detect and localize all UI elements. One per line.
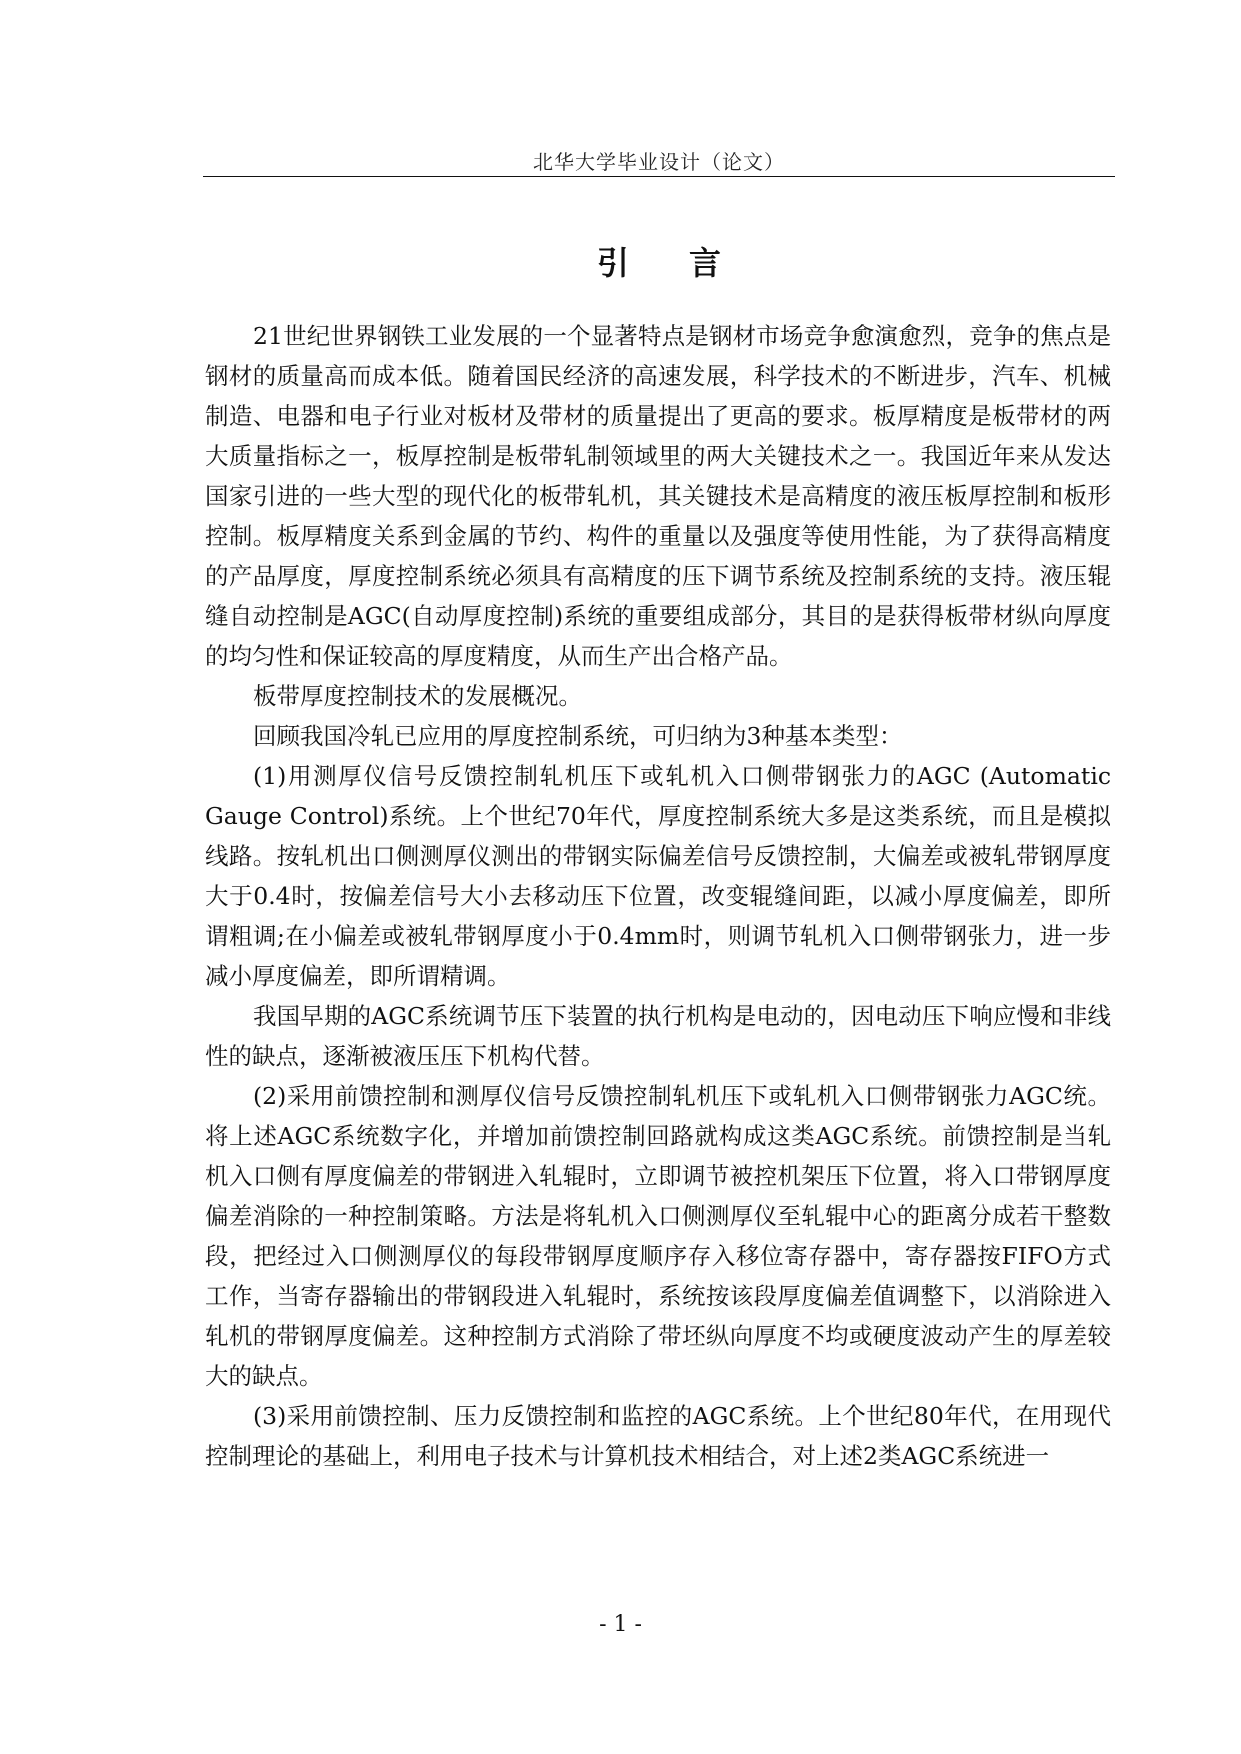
- section-title: 引言: [596, 244, 781, 282]
- paragraph: 回顾我国冷轧已应用的厚度控制系统，可归纳为3种基本类型：: [253, 722, 903, 750]
- header-divider: [203, 176, 1115, 177]
- paragraph: (3)采用前馈控制、压力反馈控制和监控的AGC系统。上个世纪80年代，在用现代控制理论的基础上，利用电子技术与计算机技术相结合，对上述2类AGC系统进一: [205, 1402, 1111, 1470]
- running-header: 北华大学毕业设计（论文）: [533, 150, 785, 174]
- page-number: - 1 -: [599, 1612, 642, 1637]
- paragraph: 板带厚度控制技术的发展概况。: [253, 682, 582, 710]
- paragraph: 我国早期的AGC系统调节压下装置的执行机构是电动的，因电动压下响应慢和非线性的缺点，逐渐被液压压下机构代替。: [205, 1002, 1111, 1070]
- body-text: [205, 316, 1111, 1476]
- paragraph: 21世纪世界钢铁工业发展的一个显著特点是钢材市场竞争愈演愈烈，竞争的焦点是钢材的质量高而成本低。随着国民经济的高速发展，科学技术的不断进步，汽车、机械制造、电器和电子行业对板材及带材的质量提出了更高的要求。板厚精度是板带材的两大质量指标之一，板厚控制是板带轧制领域里的两大关键技术之一。我国近年来从发达国家引进的一些大型的现代化的板带轧机，其关键技术是高精度的液压板厚控制和板形控制。板厚精度关系到金属的节约、构件的重量以及强度等使用性能，为了获得高精度的产品厚度，厚度控制系统必须具有高精度的压下调节系统及控制系统的支持。液压辊缝自动控制是AGC(自动厚度控制)系统的重要组成部分，其目的是获得板带材纵向厚度的均匀性和保证较高的厚度精度，从而生产出合格产品。: [205, 322, 1111, 670]
- paragraph: (1)用测厚仪信号反馈控制轧机压下或轧机入口侧带钢张力的AGC (Automatic Gauge Control)系统。上个世纪70年代，厚度控制系统大多是这类系统，而且是模拟线路。按轧机出口侧测厚仪测出的带钢实际偏差信号反馈控制，大偏差或被轧带钢厚度大于0.4时，按偏差信号大小去移动压下位置，改变辊缝间距，以减小厚度偏差，即所谓粗调;在小偏差或被轧带钢厚度小于0.4mm时，则调节轧机入口侧带钢张力，进一步减小厚度偏差，即所谓精调。: [205, 762, 1111, 990]
- paragraph: (2)采用前馈控制和测厚仪信号反馈控制轧机压下或轧机入口侧带钢张力AGC统。将上述AGC系统数字化，并增加前馈控制回路就构成这类AGC系统。前馈控制是当轧机入口侧有厚度偏差的带钢进入轧辊时，立即调节被控机架压下位置，将入口带钢厚度偏差消除的一种控制策略。方法是将轧机入口侧测厚仪至轧辊中心的距离分成若干整数段，把经过入口侧测厚仪的每段带钢厚度顺序存入移位寄存器中，寄存器按FIFO方式工作，当寄存器输出的带钢段进入轧辊时，系统按该段厚度偏差值调整下，以消除进入轧机的带钢厚度偏差。这种控制方式消除了带坯纵向厚度不均或硬度波动产生的厚差较大的缺点。: [205, 1082, 1111, 1390]
